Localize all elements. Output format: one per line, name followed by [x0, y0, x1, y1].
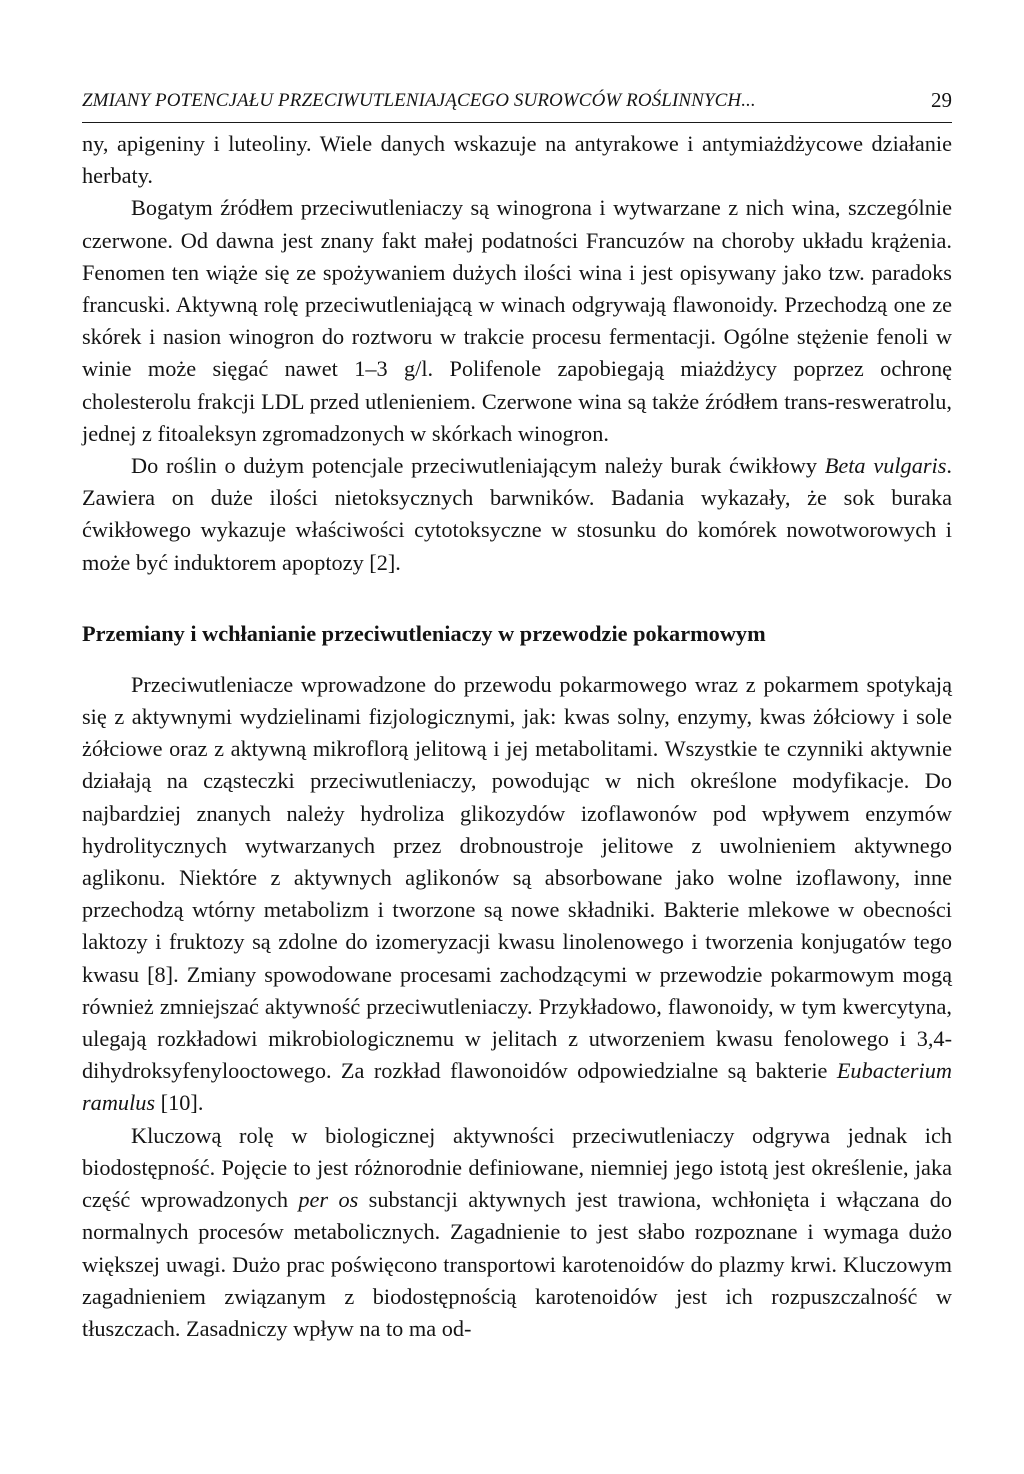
- paragraph: [82, 1120, 952, 1345]
- paragraph: [82, 192, 952, 450]
- paragraph: [82, 128, 952, 192]
- paragraph: [82, 450, 952, 579]
- text-run: Kluczową rolę w biologicznej aktywności przeciwutleniaczy odgrywa jednak ich biodostępność. Pojęcie to jest różnorodnie definiowane, niemniej jego istotą jest określenie, jaka część wprowadzonych: [82, 1122, 952, 1213]
- text-run: [10].: [155, 1090, 204, 1116]
- species-name: Eubacterium ramulus: [82, 1058, 952, 1116]
- paragraph: [82, 669, 952, 1120]
- running-header: [82, 88, 952, 123]
- text-run: ny, apigeniny i luteoliny. Wiele danych wskazuje na antyrakowe i antymiażdżycowe działanie herbaty.: [82, 131, 952, 189]
- intro-paragraphs: [82, 128, 952, 579]
- text-run: Do roślin o dużym potencjale przeciwutleniającym należy burak ćwikłowy: [131, 453, 825, 479]
- text-run: . Zawiera on duże ilości nietoksycznych barwników. Badania wykazały, że sok buraka ćwikłowego wykazuje właściwości cytotoksyczne w stosunku do komórek nowotworowych i może być induktorem apoptozy [2].: [82, 453, 952, 575]
- text-run: substancji aktywnych jest trawiona, wchłonięta i włączana do normalnych procesów metabolicznych. Zagadnienie to jest słabo rozpoznane i wymaga dużo większej uwagi. Dużo prac poświęcono transportowi karotenoidów do plazmy krwi. Kluczowym zagadnieniem związanym z biodostępnością karotenoidów jest ich rozpuszczalność w tłuszczach. Zasadniczy wpływ na to ma od-: [82, 1187, 952, 1341]
- section-heading: Przemiany i wchłanianie przeciwutleniaczy w przewodzie pokarmowym: [82, 620, 766, 646]
- text-run: Bogatym źródłem przeciwutleniaczy są winogrona i wytwarzane z nich wina, szczególnie czerwone. Od dawna jest znany fakt małej podatności Francuzów na choroby układu krążenia. Fenomen ten wiąże się ze spożywaniem dużych ilości wina i jest opisywany jako tzw. paradoks francuski. Aktywną rolę przeciwutleniającą w winach odgrywają flawonoidy. Przechodzą one ze skórek i nasion winogron do roztworu w trakcie procesu fermentacji. Ogólne stężenie fenoli w winie może sięgać nawet 1–3 g/l. Polifenole zapobiegają miażdżycy poprzez ochronę cholesterolu frakcji LDL przed utlenieniem. Czerwone wina są także źródłem trans-resweratrolu, jednej z fitoaleksyn zgromadzonych w skórkach winogron.: [82, 195, 952, 446]
- page-number: 29: [931, 88, 952, 112]
- text-run: Przeciwutleniacze wprowadzone do przewodu pokarmowego wraz z pokarmem spotykają się z aktywnymi wydzielinami fizjologicznymi, jak: kwas solny, enzymy, kwas żółciowy i sole żółciowe oraz z aktywną mikroflorą jelitową i jej metabolitami. Wszystkie te czynniki aktywnie działają na cząsteczki przeciwutleniaczy, powodując w nich określone modyfikacje. Do najbardziej znanych należy hydroliza glikozydów izoflawonów pod wpływem enzymów hydrolitycznych wytwarzanych przez drobnoustroje jelitowe z uwolnieniem aktywnego aglikonu. Niektóre z aktywnych aglikonów są absorbowane jako wolne izoflawony, inne przechodzą wtórny metabolizm i tworzone są nowe składniki. Bakterie mlekowe w obecności laktozy i fruktozy są zdolne do izomeryzacji kwasu linolenowego i tworzenia konjugatów tego kwasu [8]. Zmiany spowodowane procesami zachodzącymi w przewodzie pokarmowym mogą również zmniejszać aktywność przeciwutleniaczy. Przykładowo, flawonoidy, w tym kwercytyna, ulegają rozkładowi mikrobiologicznemu w jelitach z utworzeniem kwasu fenolowego i 3,4-dihydroksyfenylooctowego. Za rozkład flawonoidów odpowiedzialne są bakterie: [82, 671, 952, 1084]
- body-text: [82, 128, 952, 1345]
- species-name: Beta vulgaris: [824, 453, 947, 479]
- section-paragraphs: [82, 669, 952, 1345]
- latin-phrase: per os: [298, 1187, 359, 1213]
- running-header-title: ZMIANY POTENCJAŁU PRZECIWUTLENIAJĄCEGO SUROWCÓW ROŚLINNYCH...: [82, 90, 756, 111]
